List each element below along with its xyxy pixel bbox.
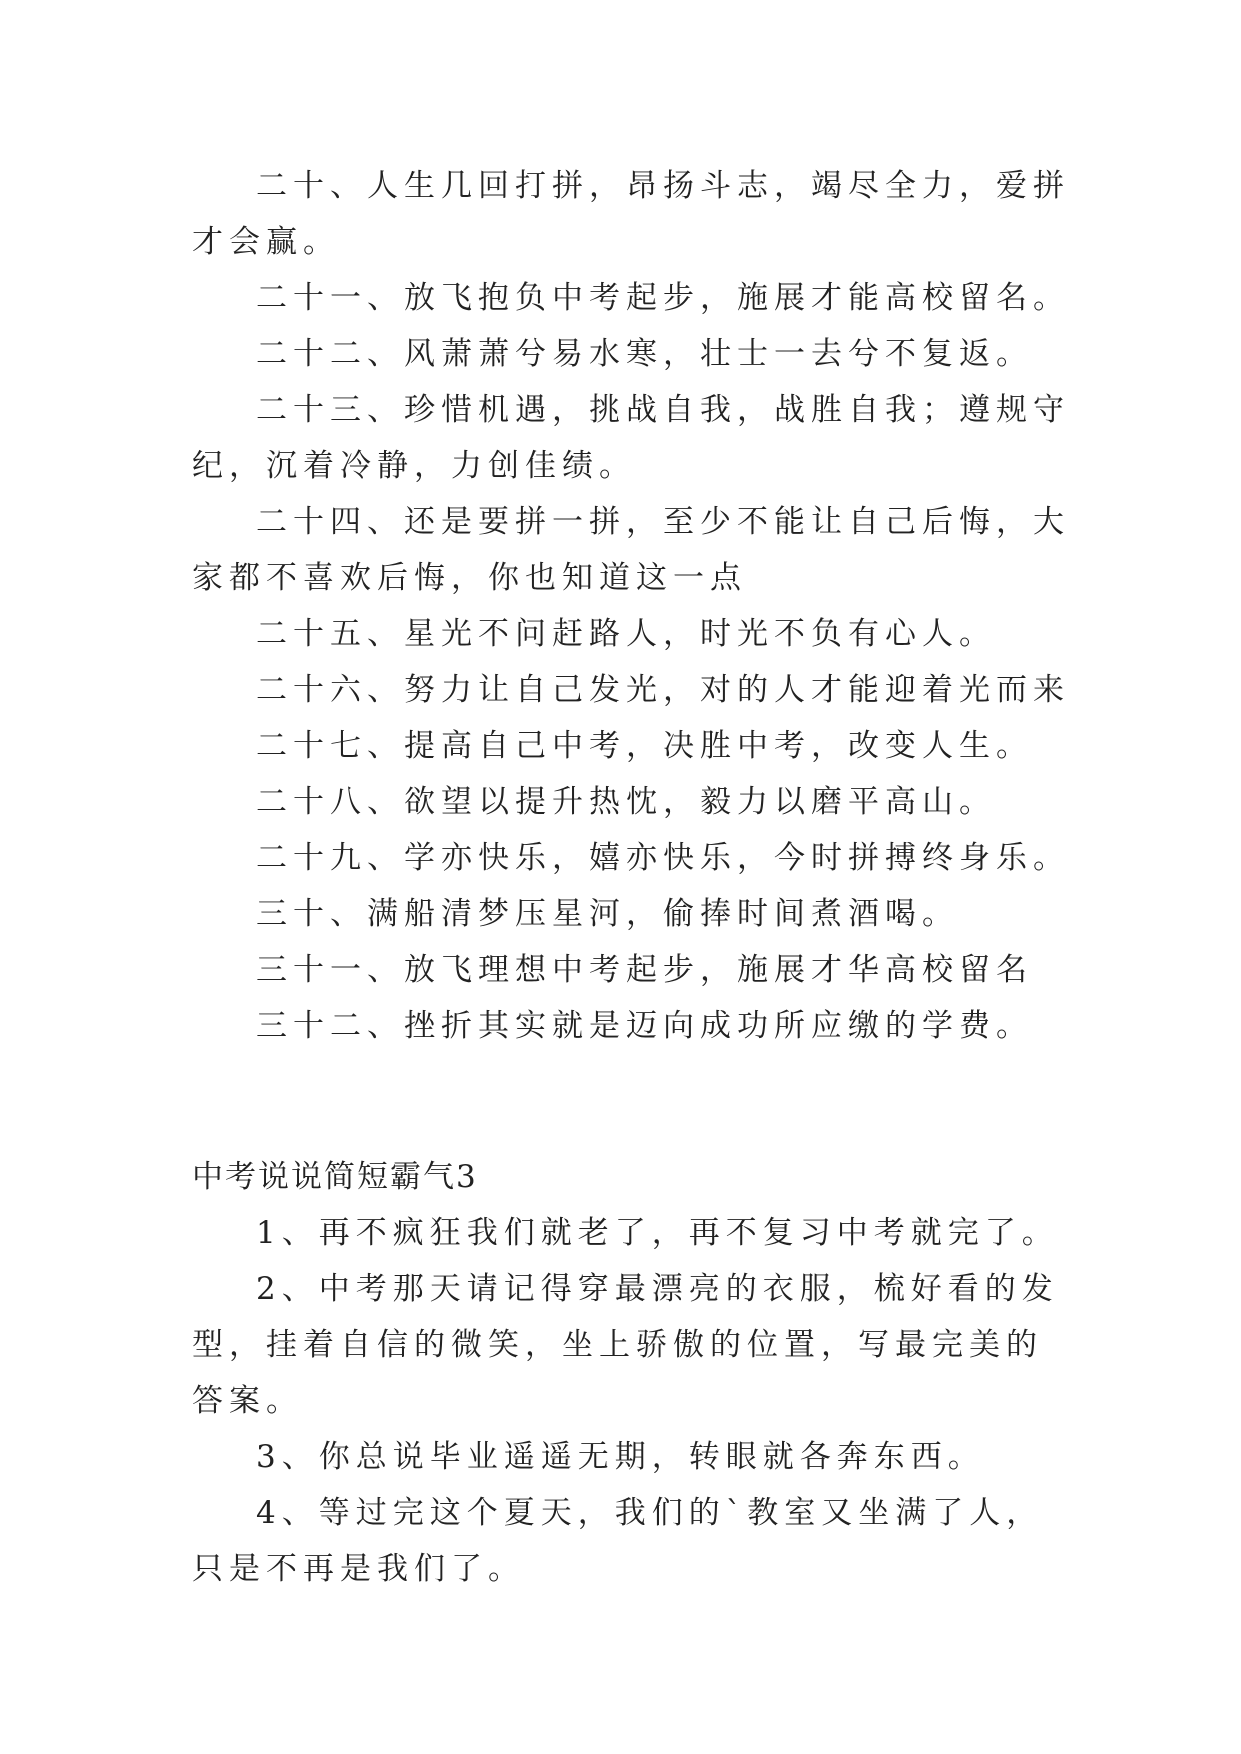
quote-paragraph: 二十一、放飞抱负中考起步，施展才能高校留名。 bbox=[256, 280, 1070, 316]
quote-paragraph: 3、你总说毕业遥遥无期，转眼就各奔东西。 bbox=[256, 1439, 985, 1475]
quote-paragraph: 三十、满船清梦压星河，偷捧时间煮酒喝。 bbox=[256, 896, 959, 932]
quote-paragraph: 二十、人生几回打拼，昂扬斗志，竭尽全力，爱拼才会赢。 bbox=[192, 168, 1070, 260]
quote-paragraph: 三十二、挫折其实就是迈向成功所应缴的学费。 bbox=[256, 1008, 1033, 1044]
section-3 bbox=[192, 1149, 1072, 1597]
quote-paragraph: 二十二、风萧萧兮易水寒，壮士一去兮不复返。 bbox=[256, 336, 1033, 372]
quote-list-continued bbox=[192, 158, 1072, 1054]
quote-paragraph: 4、等过完这个夏天，我们的`教室又坐满了人，只是不再是我们了。 bbox=[192, 1495, 1044, 1587]
quote-paragraph: 二十四、还是要拼一拼，至少不能让自己后悔，大家都不喜欢后悔，你也知道这一点 bbox=[192, 504, 1070, 596]
quote-paragraph: 1、再不疯狂我们就老了，再不复习中考就完了。 bbox=[256, 1215, 1059, 1251]
quote-paragraph: 二十七、提高自己中考，决胜中考，改变人生。 bbox=[256, 728, 1033, 764]
quote-paragraph: 2、中考那天请记得穿最漂亮的衣服，梳好看的发型，挂着自信的微笑，坐上骄傲的位置，写最完美的答案。 bbox=[192, 1271, 1059, 1419]
quote-paragraph: 二十六、努力让自己发光，对的人才能迎着光而来 bbox=[256, 672, 1070, 708]
quote-paragraph: 三十一、放飞理想中考起步，施展才华高校留名 bbox=[256, 952, 1033, 988]
quote-paragraph: 二十五、星光不问赶路人，时光不负有心人。 bbox=[256, 616, 996, 652]
quote-paragraph: 二十三、珍惜机遇，挑战自我，战胜自我；遵规守纪，沉着冷静，力创佳绩。 bbox=[192, 392, 1070, 484]
section-heading: 中考说说简短霸气3 bbox=[192, 1159, 478, 1195]
quote-paragraph: 二十九、学亦快乐，嬉亦快乐，今时拼搏终身乐。 bbox=[256, 840, 1070, 876]
quote-paragraph: 二十八、欲望以提升热忱，毅力以磨平高山。 bbox=[256, 784, 996, 820]
